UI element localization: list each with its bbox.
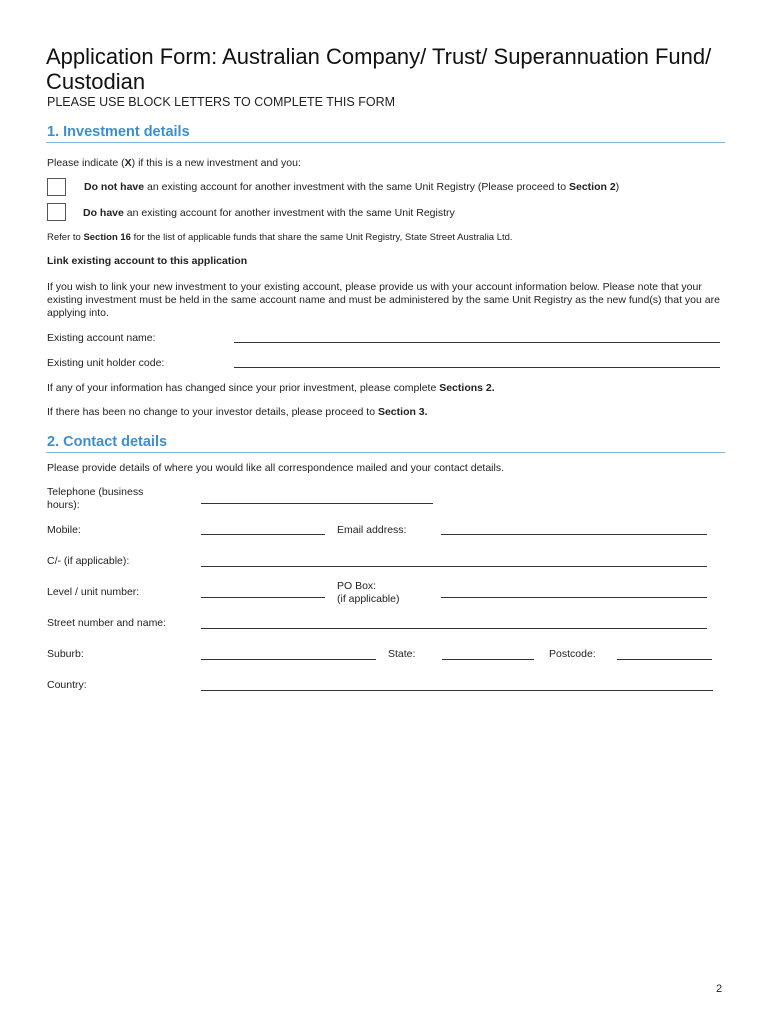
no-existing-account-label: Do not have an existing account for another investment with the same Unit Registry (Please proceed to Section 2) bbox=[84, 181, 620, 193]
changed-info-note: If any of your information has changed since your prior investment, please complete Sections 2. bbox=[47, 382, 495, 394]
refer-note: Refer to Section 16 for the list of applicable funds that share the same Unit Registry, State Street Australia Ltd. bbox=[47, 232, 513, 243]
investment-intro: Please indicate (X) if this is a new investment and you: bbox=[47, 157, 301, 169]
page-title: Application Form: Australian Company/ Trust/ Superannuation Fund/ Custodian bbox=[46, 44, 712, 94]
section-2-title: 2. Contact details bbox=[47, 434, 168, 450]
postcode-field[interactable] bbox=[617, 659, 712, 660]
link-account-paragraph: If you wish to link your new investment to your existing account, please provide us with your account information below. Please note that your existing investment must be held in the same account name and must be administered by the same Unit Registry as the new fund(s) that you are applying into. bbox=[47, 281, 720, 319]
email-field[interactable] bbox=[441, 534, 707, 535]
telephone-label: Telephone (business hours): bbox=[47, 486, 144, 511]
no-existing-account-checkbox[interactable] bbox=[47, 178, 66, 196]
street-field[interactable] bbox=[201, 628, 707, 629]
email-label: Email address: bbox=[337, 524, 407, 536]
po-box-field[interactable] bbox=[441, 597, 707, 598]
section-1-divider bbox=[46, 142, 725, 143]
level-unit-field[interactable] bbox=[201, 597, 325, 598]
section-2-divider bbox=[46, 452, 725, 453]
page-subtitle: PLEASE USE BLOCK LETTERS TO COMPLETE THIS FORM bbox=[47, 95, 396, 109]
level-unit-label: Level / unit number: bbox=[47, 586, 140, 598]
existing-unit-holder-field[interactable] bbox=[234, 367, 720, 368]
country-label: Country: bbox=[47, 679, 87, 691]
street-label: Street number and name: bbox=[47, 617, 167, 629]
existing-unit-holder-label: Existing unit holder code: bbox=[47, 357, 165, 369]
state-label: State: bbox=[388, 648, 416, 660]
telephone-field[interactable] bbox=[201, 503, 433, 504]
contact-intro: Please provide details of where you would like all correspondence mailed and your contact details. bbox=[47, 462, 505, 474]
mobile-field[interactable] bbox=[201, 534, 325, 535]
no-change-note: If there has been no change to your investor details, please proceed to Section 3. bbox=[47, 406, 428, 418]
care-of-label: C/- (if applicable): bbox=[47, 555, 130, 567]
page-number: 2 bbox=[716, 983, 723, 995]
care-of-field[interactable] bbox=[201, 566, 707, 567]
has-existing-account-checkbox[interactable] bbox=[47, 203, 66, 221]
link-account-heading: Link existing account to this application bbox=[47, 255, 248, 267]
suburb-field[interactable] bbox=[201, 659, 376, 660]
existing-account-name-label: Existing account name: bbox=[47, 332, 156, 344]
has-existing-account-label: Do have an existing account for another investment with the same Unit Registry bbox=[83, 207, 455, 219]
postcode-label: Postcode: bbox=[549, 648, 596, 660]
suburb-label: Suburb: bbox=[47, 648, 84, 660]
state-field[interactable] bbox=[442, 659, 534, 660]
po-box-label: PO Box: (if applicable) bbox=[337, 580, 400, 605]
mobile-label: Mobile: bbox=[47, 524, 81, 536]
section-1-title: 1. Investment details bbox=[47, 124, 190, 140]
existing-account-name-field[interactable] bbox=[234, 342, 720, 343]
country-field[interactable] bbox=[201, 690, 713, 691]
